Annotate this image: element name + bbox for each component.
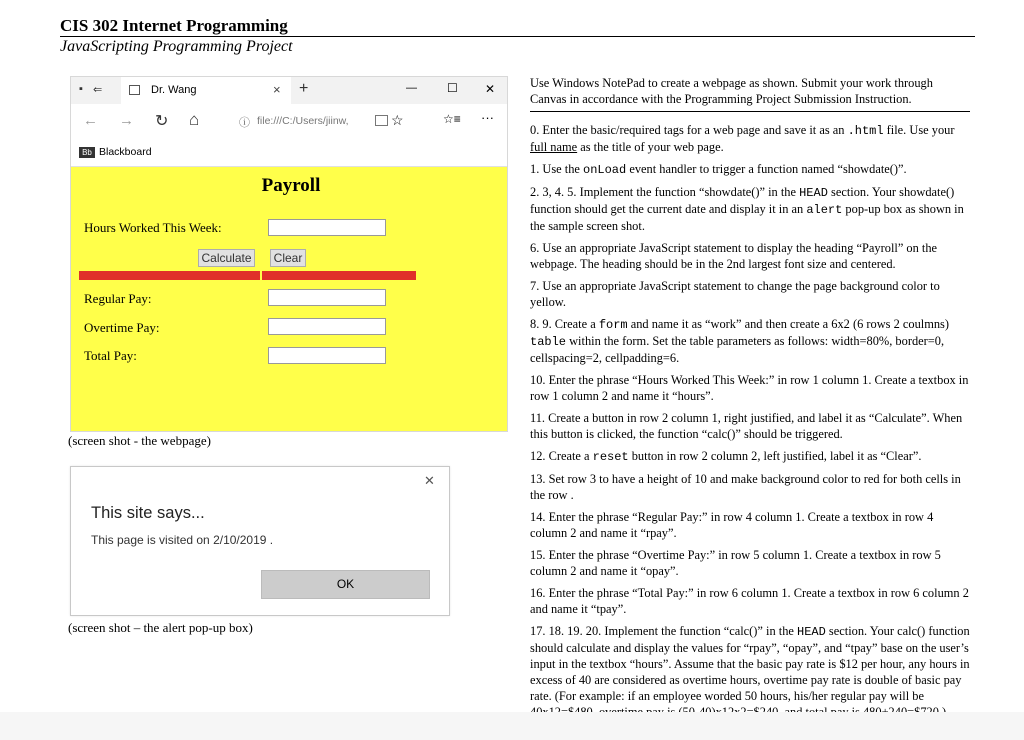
instructions [530,75,970,726]
step-12: 12. Create a reset button in row 2 column 2, left justified, label it as “Clear”. [530,449,922,464]
favorites-bar [71,140,507,167]
payroll-heading: Payroll [261,175,321,196]
step-13: 13. Set row 3 to have a height of 10 and make background color to red for both cells in the row . [530,472,961,502]
tab-bar [71,77,507,104]
new-tab-icon[interactable]: + [299,80,309,97]
step-7: 7. Use an appropriate JavaScript statement to change the page background color to yellow. [530,279,940,309]
tab-actions-icon[interactable]: ▪ [79,83,83,95]
active-tab[interactable] [121,77,291,104]
red-separator-right [262,271,416,280]
favorites-hub-icon[interactable]: ☆≡ [443,112,461,126]
step-14: 14. Enter the phrase “Regular Pay:” in row 4 column 1. Create a textbox in row 4 column 2 and name it “rpay”. [530,510,934,540]
step-17: 17. 18. 19. 20. Implement the function “calc()” in the HEAD section. Your calc() function should calculate and display the values for “rpay”, “opay”, and “tpay” base on the user’s input in the textbox “hours”. Assume that the basic pay rate is $12 per hour, any hours in excess of 40 are considered as overtime hours, overtime pay rate is double of basic pay rate. (For example: if an employee worded 50 hours, his/her regular pay will be [530,624,970,703]
step-16: 16. Enter the phrase “Total Pay:” in row 6 column 1. Create a textbox in row 6 column 2 and name it “tpay”. [530,586,969,616]
forward-icon[interactable]: → [119,112,134,129]
address-bar-row [71,104,507,140]
step-8: 8. 9. Create a form and name it as “work” and then create a 6x2 (6 rows 2 coulmns) table within the form. Set the table parameters as follows: width=80%, border=0, cellspacing=2, cellpadding=6. [530,317,949,365]
document-subtitle: JavaScripting Programming Project [60,38,293,55]
webpage-caption: (screen shot - the webpage) [68,433,211,448]
step-1: 1. Use the onLoad event handler to trigger a function named “showdate()”. [530,162,907,177]
overtime-pay-label: Overtime Pay: [84,320,160,335]
intro-text: Use Windows NotePad to create a webpage as shown. Submit your work through Canvas in accordance with the Programming Project Submission Instruction. [530,76,933,106]
step-0: 0. Enter the basic/required tags for a web page and save it as an .html file. Use your full name as the title of your web page. [530,123,955,154]
alert-dialog [70,466,450,616]
tab-close-icon[interactable]: × [273,82,281,97]
total-pay-input[interactable] [268,347,386,364]
bottom-strip [0,712,1024,740]
regular-pay-input[interactable] [268,289,386,306]
alert-caption: (screen shot – the alert pop-up box) [68,620,253,635]
red-separator-left [79,271,260,280]
instructions-rule [530,111,970,112]
more-icon[interactable]: ··· [481,110,494,125]
maximize-icon[interactable]: ☐ [447,81,458,95]
url-field[interactable] [231,109,411,133]
refresh-icon[interactable]: ↻ [155,113,169,130]
hours-input[interactable] [268,219,386,236]
back-icon[interactable]: ← [83,112,98,129]
step-15: 15. Enter the phrase “Overtime Pay:” in row 5 column 1. Create a textbox in row 5 column 2 and name it “opay”. [530,548,941,578]
regular-pay-label: Regular Pay: [84,291,152,306]
total-pay-label: Total Pay: [84,348,137,363]
window-close-icon[interactable]: ✕ [485,82,496,96]
clear-button[interactable]: Clear [270,249,306,267]
step-11: 11. Create a button in row 2 column 1, right justified, and label it as “Calculate”. When this button is clicked, the function “calc()” should be triggered. [530,411,963,441]
alert-close-icon[interactable]: ✕ [424,473,435,488]
header-rule [60,36,975,37]
document-title: CIS 302 Internet Programming [60,16,288,35]
hours-label: Hours Worked This Week: [84,220,222,235]
alert-ok-button[interactable]: OK [261,570,430,599]
alert-message: This page is visited on 2/10/2019 . [91,533,274,547]
home-icon[interactable]: ⌂ [189,110,200,129]
favorite-star-icon[interactable]: ☆ [391,112,404,128]
favorite-blackboard[interactable]: Blackboard [99,146,152,158]
step-6: 6. Use an appropriate JavaScript statement to display the heading “Payroll” on the webpage. The heading should be in the 2nd largest font size and centered. [530,241,938,271]
overtime-pay-input[interactable] [268,318,386,335]
url-text: file:///C:/Users/jiinw, [257,115,349,127]
minimize-icon[interactable]: — [406,82,417,94]
blackboard-icon: Bb [79,147,95,158]
alert-title: This site says... [91,504,205,522]
info-icon: ⓘ [239,117,250,129]
browser-window [70,76,508,432]
tab-label: Dr. Wang [151,84,197,96]
set-aside-tabs-icon[interactable]: ⇐ [93,84,103,96]
page-icon [129,85,140,95]
step-10: 10. Enter the phrase “Hours Worked This Week:” in row 1 column 1. Create a textbox in row 1 column 2 and name it “hours”. [530,373,969,403]
reading-view-icon[interactable] [375,115,388,126]
step-2: 2. 3, 4. 5. Implement the function “showdate()” in the HEAD section. Your showdate() function should get the current date and display it in an alert pop-up box as shown in the sample screen shot. [530,185,964,233]
calculate-button[interactable]: Calculate [198,249,255,267]
payroll-page [71,167,507,431]
